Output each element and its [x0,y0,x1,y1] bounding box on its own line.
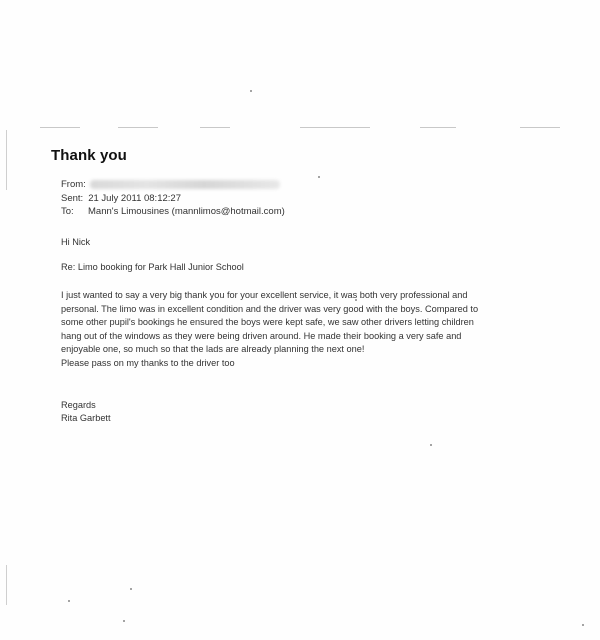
message-body [61,289,531,370]
scan-line [118,127,158,128]
sent-label: Sent: [61,192,84,204]
scan-speck [582,624,584,626]
signature-name: Rita Garbett [61,413,111,423]
scan-line [40,127,80,128]
scan-speck [130,588,132,590]
body-line: enjoyable one, so much so that the lads are already planning the next one! [61,344,365,354]
to-row [61,205,285,219]
body-line: personal. The limo was in excellent condition and the driver was very good with the boys. Compared to [61,303,479,314]
scan-line [520,127,560,128]
scan-line [420,127,456,128]
email-header [61,178,285,219]
scan-line [300,127,370,128]
scan-edge [6,130,7,190]
body-line: hang out of the windows as they were being driven around. He made their booking a very safe and [61,330,462,341]
to-value: Mann's Limousines (mannlimos@hotmail.com) [88,206,285,217]
reference-line: Re: Limo booking for Park Hall Junior School [61,262,244,272]
scan-speck [430,444,432,446]
from-label: From: [61,179,86,190]
email-subject-title: Thank you [51,147,127,164]
redacted-sender [90,180,280,189]
body-line: I just wanted to say a very big thank you for your excellent service, it was both very professional and [61,290,468,300]
scan-edge [6,565,7,605]
scan-speck [123,620,125,622]
sent-value: 21 July 2011 08:12:27 [88,192,181,204]
closing: Regards [61,400,96,410]
scan-speck [318,176,320,178]
scan-line [200,127,230,128]
body-line: Please pass on my thanks to the driver too [61,357,235,368]
greeting: Hi Nick [61,237,91,247]
scan-speck [250,90,252,92]
scan-speck [68,600,70,602]
to-label: To: [61,206,74,217]
sent-row [61,192,285,206]
from-row [61,178,285,192]
body-line: some other pupil's bookings he ensured the boys were kept safe, we saw other drivers letting children [61,317,474,327]
